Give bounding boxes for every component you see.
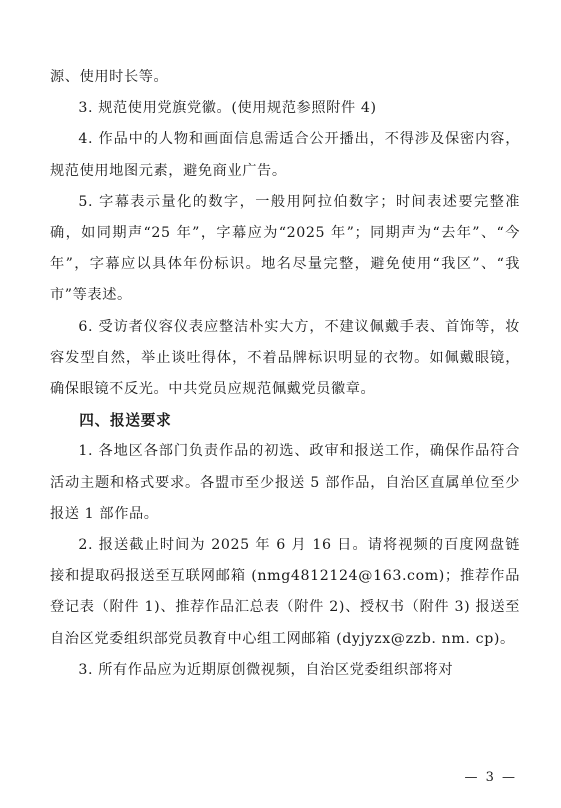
document-page (50, 62, 520, 686)
paragraph-item-6: 6. 受访者仪容仪表应整洁朴实大方，不建议佩戴手表、首饰等，妆容发型自然，举止谈吐得体，不着品牌标识明显的衣物。如佩戴眼镜，确保眼镜不反光。中共党员应规范佩戴党员徽章。 (50, 318, 520, 398)
paragraph-submit-1: 1. 各地区各部门负责作品的初选、政审和报送工作，确保作品符合活动主题和格式要求。各盟市至少报送 5 部作品，自治区直属单位至少报送 1 部作品。 (50, 443, 520, 522)
paragraph-submit-3: 3. 所有作品应为近期原创微视频，自治区党委组织部将对 (78, 661, 454, 678)
paragraph-item-3: 3. 规范使用党旗党徽。(使用规范参照附件 4) (78, 100, 377, 117)
paragraph-item-5: 5. 字幕表示量化的数字，一般用阿拉伯数字；时间表述要完整准确，如同期声“25 年”，字幕应为“2025 年”；同期声为“去年”、“今年”，字幕应以具体年份标识。地名尽量完整，避免使用“我区”、“我市”等表述。 (50, 193, 520, 304)
paragraph-submit-2: 2. 报送截止时间为 2025 年 6 月 16 日。请将视频的百度网盘链接和提取码报送至互联网邮箱 (nmg4812124@163.com)；推荐作品登记表（附件 1)、推荐作品汇总表（附件 2)、授权书（附件 3) 报送至自治区党委组织部党员教育中心组工网邮箱 (dyjyzx@zzb. nm. cp)。 (50, 537, 520, 647)
section-heading: 四、报送要求 (79, 412, 172, 430)
paragraph-continuation: 源、使用时长等。 (50, 69, 169, 85)
page-number: — 3 — (464, 770, 517, 785)
paragraph-item-4: 4. 作品中的人物和画面信息需适合公开播出，不得涉及保密内容，规范使用地图元素，避免商业广告。 (50, 131, 520, 179)
